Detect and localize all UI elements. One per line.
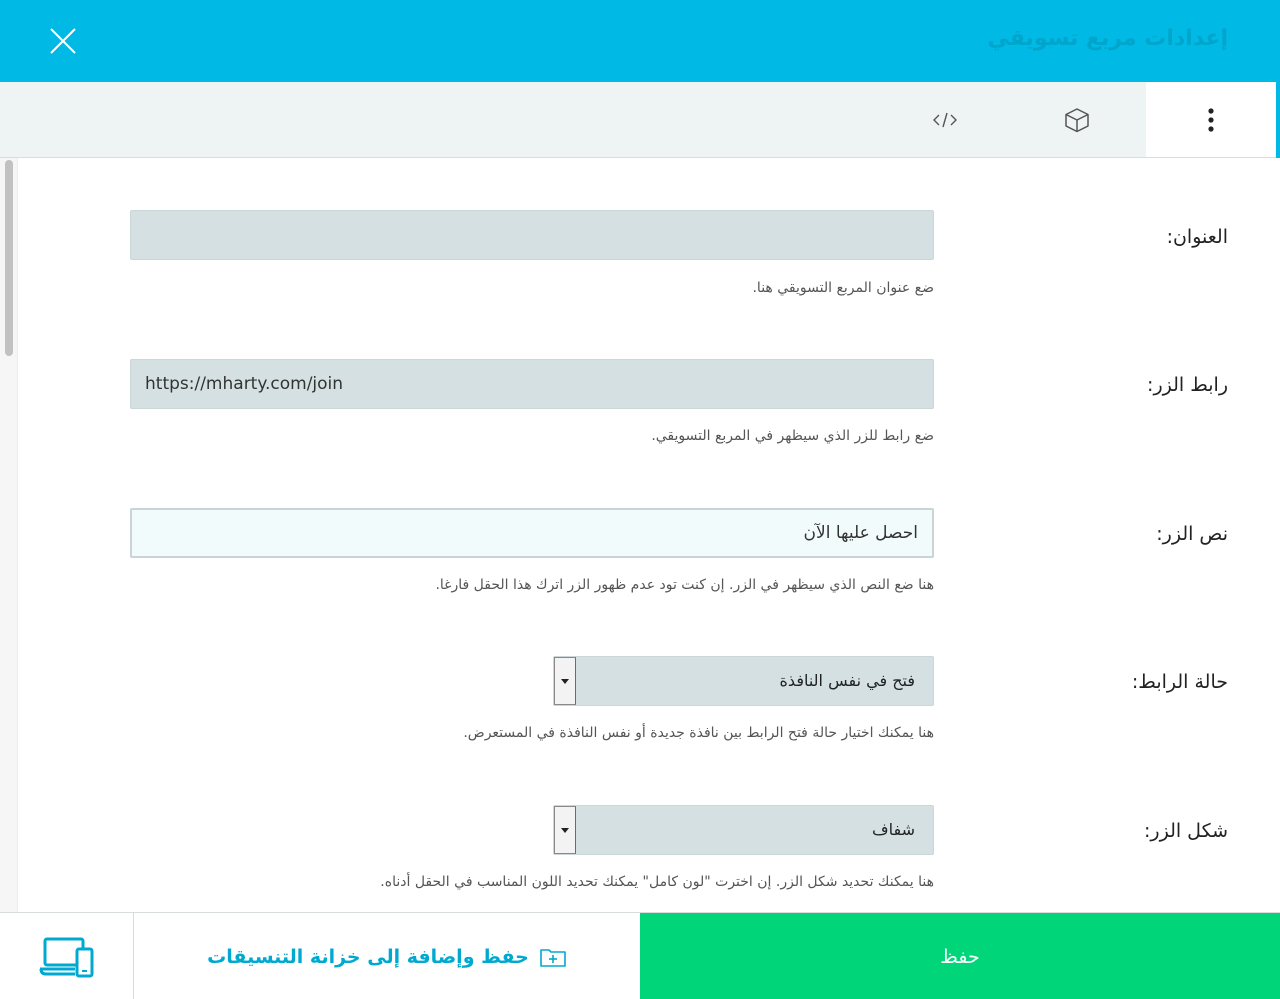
chevron-down-icon[interactable] — [554, 657, 576, 705]
devices-icon — [39, 935, 95, 979]
settings-form — [0, 158, 1280, 912]
link-state-help: هنا يمكنك اختيار حالة فتح الرابط بين نافذة جديدة أو نفس النافذة في المستعرض. — [463, 725, 934, 741]
cube-icon — [1063, 106, 1091, 134]
button-shape-help: هنا يمكنك تحديد شكل الزر. إن اخترت "لون كامل" يمكنك تحديد اللون المناسب في الحقل أدناه. — [380, 874, 934, 890]
scrollbar[interactable] — [0, 158, 18, 912]
button-text-input[interactable]: احصل عليها الآن — [130, 508, 934, 558]
modal-title: إعدادات مربع تسويقي — [987, 26, 1228, 51]
button-link-help: ضع رابط للزر الذي سيظهر في المربع التسويقي. — [651, 428, 934, 444]
accent-strip — [1276, 82, 1280, 158]
close-icon[interactable] — [44, 22, 82, 60]
button-shape-value: شفاف — [872, 820, 915, 839]
button-shape-label: شكل الزر: — [1144, 820, 1228, 842]
button-text-help: هنا ضع النص الذي سيظهر في الزر. إن كنت تود عدم ظهور الزر اترك هذا الحقل فارغا. — [435, 577, 934, 593]
button-shape-select[interactable] — [553, 805, 934, 855]
link-state-label: حالة الرابط: — [1131, 671, 1228, 693]
tab-code[interactable] — [880, 82, 1010, 157]
button-text-label: نص الزر: — [1156, 523, 1228, 545]
title-help: ضع عنوان المربع التسويقي هنا. — [752, 280, 934, 296]
button-link-input[interactable]: https://mharty.com/join — [130, 359, 934, 409]
save-to-library-label: حفظ وإضافة إلى خزانة التنسيقات — [207, 945, 529, 968]
button-link-label: رابط الزر: — [1147, 374, 1228, 396]
scrollbar-thumb[interactable] — [5, 160, 13, 356]
responsive-preview-button[interactable] — [0, 913, 134, 999]
link-state-value: فتح في نفس النافذة — [779, 671, 915, 690]
title-input[interactable] — [130, 210, 934, 260]
code-icon — [931, 110, 959, 130]
modal-footer — [0, 912, 1280, 999]
folder-plus-icon — [539, 946, 567, 968]
tab-bar — [0, 82, 1280, 158]
close-button[interactable] — [44, 22, 82, 60]
tab-options[interactable] — [1146, 82, 1276, 157]
vertical-dots-icon — [1206, 107, 1216, 133]
modal-header — [0, 0, 1280, 82]
title-label: العنوان: — [1166, 226, 1228, 248]
save-label: حفظ — [940, 945, 980, 968]
tab-design[interactable] — [1012, 82, 1142, 157]
link-state-select[interactable] — [553, 656, 934, 706]
save-to-library-button[interactable] — [135, 913, 639, 999]
chevron-down-icon[interactable] — [554, 806, 576, 854]
save-button[interactable] — [640, 913, 1280, 999]
